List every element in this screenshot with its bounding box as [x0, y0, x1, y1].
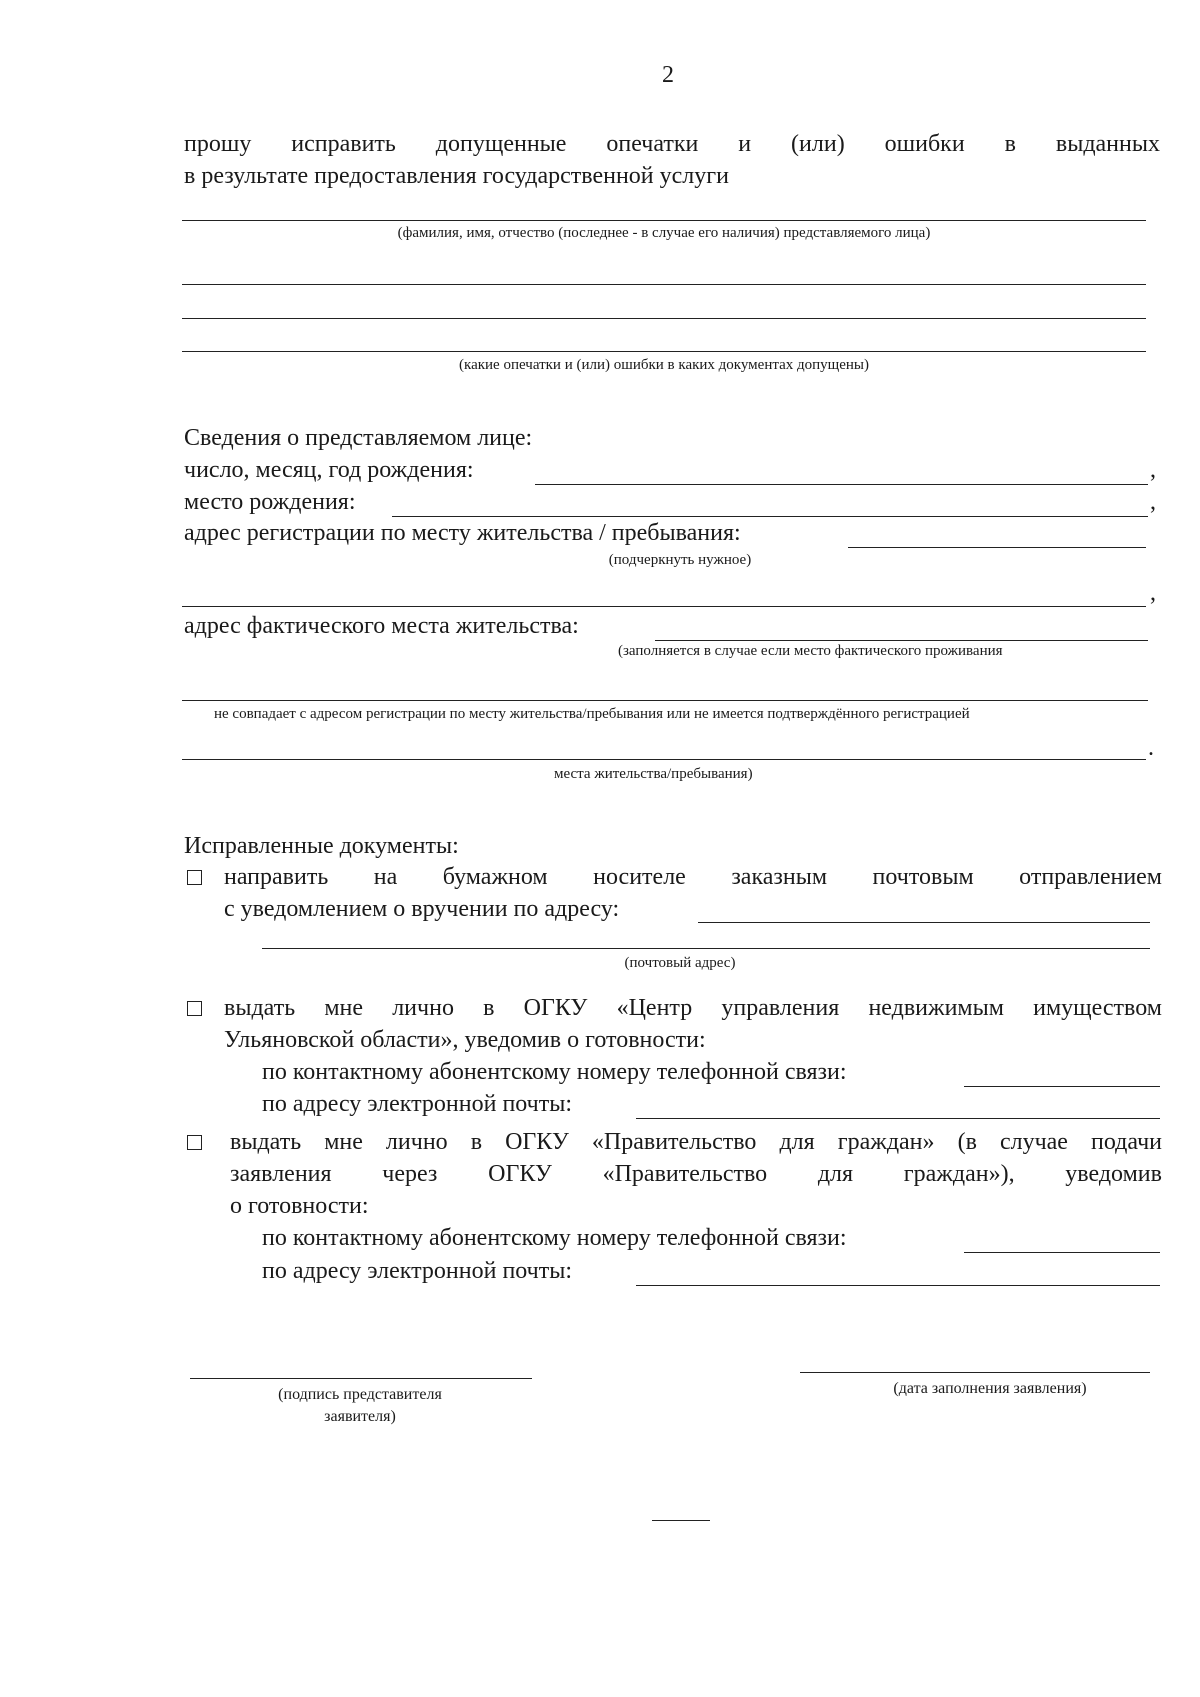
documents-heading: Исправленные документы: — [184, 833, 459, 859]
signature-caption-2: заявителя) — [324, 1408, 396, 1425]
word: носителе — [593, 864, 686, 890]
birth-date-label: число, месяц, год рождения: — [184, 457, 474, 483]
intro-line-2: в результате предоставления государственной услуги — [184, 163, 729, 189]
actual-address-label: адрес фактического места жительства: — [184, 613, 579, 639]
word: заказным — [731, 864, 828, 890]
date-caption: (дата заполнения заявления) — [893, 1380, 1087, 1397]
word: «Центр — [616, 995, 693, 1021]
registration-comma: , — [1150, 580, 1156, 606]
word: бумажном — [442, 864, 548, 890]
word: направить — [224, 864, 329, 890]
option-postal-line-1 — [224, 864, 1162, 891]
option-gov-email-field[interactable] — [636, 1285, 1160, 1286]
errors-line-2[interactable] — [182, 318, 1146, 319]
option-postal-line-2: с уведомлением о вручении по адресу: — [224, 896, 620, 922]
option-gov-checkbox[interactable] — [187, 1135, 202, 1150]
option-gov-line-3: о готовности: — [230, 1193, 369, 1219]
option-postal-checkbox[interactable] — [187, 870, 202, 885]
word: в — [1004, 131, 1016, 157]
word: ОГКУ — [523, 995, 588, 1021]
postal-caption: (почтовый адрес) — [624, 955, 736, 971]
word: случае — [999, 1129, 1068, 1155]
fio-line[interactable] — [182, 220, 1146, 221]
word: в — [470, 1129, 483, 1155]
option-center-line-2: Ульяновской области», уведомив о готовности: — [224, 1027, 706, 1053]
option-gov-line-2 — [230, 1161, 1162, 1188]
birth-place-label: место рождения: — [184, 489, 356, 515]
word: и — [738, 131, 752, 157]
postal-address-field[interactable] — [698, 922, 1150, 923]
birth-date-field[interactable] — [535, 484, 1148, 485]
word: уведомив — [1065, 1161, 1162, 1187]
word: имуществом — [1033, 995, 1162, 1021]
date-line[interactable] — [800, 1372, 1150, 1373]
word: «Правительство — [591, 1129, 757, 1155]
word: лично — [385, 1129, 448, 1155]
option-gov-phone-field[interactable] — [964, 1252, 1160, 1253]
option-center-line-1 — [224, 995, 1162, 1022]
word: заявления — [230, 1161, 332, 1187]
birth-place-comma: , — [1150, 489, 1156, 515]
registration-field[interactable] — [848, 547, 1146, 548]
actual-address-period: . — [1148, 735, 1154, 761]
word: недвижимым — [868, 995, 1004, 1021]
word: граждан»), — [903, 1161, 1015, 1187]
word: отправлением — [1019, 864, 1162, 890]
birth-date-comma: , — [1150, 457, 1156, 483]
word: подачи — [1091, 1129, 1162, 1155]
intro-line-1 — [184, 131, 1160, 158]
page-number: 2 — [662, 62, 674, 88]
option-center-phone-field[interactable] — [964, 1086, 1160, 1087]
end-divider — [652, 1520, 710, 1521]
word: почтовым — [872, 864, 974, 890]
word: управления — [721, 995, 840, 1021]
actual-address-field[interactable] — [655, 640, 1148, 641]
option-center-email-label: по адресу электронной почты: — [262, 1091, 573, 1117]
underline-needed-caption: (подчеркнуть нужное) — [608, 552, 752, 568]
word: мне — [324, 1129, 363, 1155]
option-gov-email-label: по адресу электронной почты: — [262, 1258, 573, 1284]
word: лично — [392, 995, 454, 1021]
word: опечатки — [606, 131, 699, 157]
option-center-email-field[interactable] — [636, 1118, 1160, 1119]
birth-place-field[interactable] — [392, 516, 1148, 517]
word: выдать — [230, 1129, 302, 1155]
actual-caption-1: (заполняется в случае если место фактического проживания — [618, 643, 1003, 659]
errors-caption: (какие опечатки и (или) ошибки в каких документах допущены) — [459, 357, 869, 373]
word: (или) — [791, 131, 845, 157]
actual-caption-2: не совпадает с адресом регистрации по месту жительства/пребывания или не имеется подтверждённого регистрацией — [214, 706, 970, 722]
option-center-checkbox[interactable] — [187, 1001, 202, 1016]
signature-line[interactable] — [190, 1378, 532, 1379]
word: граждан» — [837, 1129, 935, 1155]
word: ОГКУ — [488, 1161, 552, 1187]
word: «Правительство — [602, 1161, 768, 1187]
word: мне — [324, 995, 364, 1021]
word: для — [817, 1161, 854, 1187]
word: ОГКУ — [505, 1129, 569, 1155]
errors-line-1[interactable] — [182, 284, 1146, 285]
option-gov-line-1 — [230, 1129, 1162, 1156]
fio-caption: (фамилия, имя, отчество (последнее - в случае его наличия) представляемого лица) — [397, 225, 931, 241]
word: допущенные — [435, 131, 567, 157]
errors-line-3[interactable] — [182, 351, 1146, 352]
word: выдать — [224, 995, 296, 1021]
postal-address-field-2[interactable] — [262, 948, 1150, 949]
word: (в — [957, 1129, 977, 1155]
word: на — [373, 864, 398, 890]
registration-label: адрес регистрации по месту жительства / пребывания: — [184, 520, 741, 546]
actual-caption-3: места жительства/пребывания) — [554, 766, 753, 782]
actual-address-field-3[interactable] — [182, 759, 1146, 760]
registration-field-2[interactable] — [182, 606, 1146, 607]
word: через — [382, 1161, 438, 1187]
signature-caption-1: (подпись представителя — [278, 1386, 442, 1403]
word: прошу — [184, 131, 252, 157]
word: выданных — [1055, 131, 1160, 157]
word: исправить — [291, 131, 396, 157]
person-heading: Сведения о представляемом лице: — [184, 425, 533, 451]
word: ошибки — [884, 131, 965, 157]
word: для — [779, 1129, 815, 1155]
word: в — [483, 995, 495, 1021]
option-center-phone-label: по контактному абонентскому номеру телефонной связи: — [262, 1059, 847, 1085]
actual-address-field-2[interactable] — [182, 700, 1148, 701]
option-gov-phone-label: по контактному абонентскому номеру телефонной связи: — [262, 1225, 847, 1251]
